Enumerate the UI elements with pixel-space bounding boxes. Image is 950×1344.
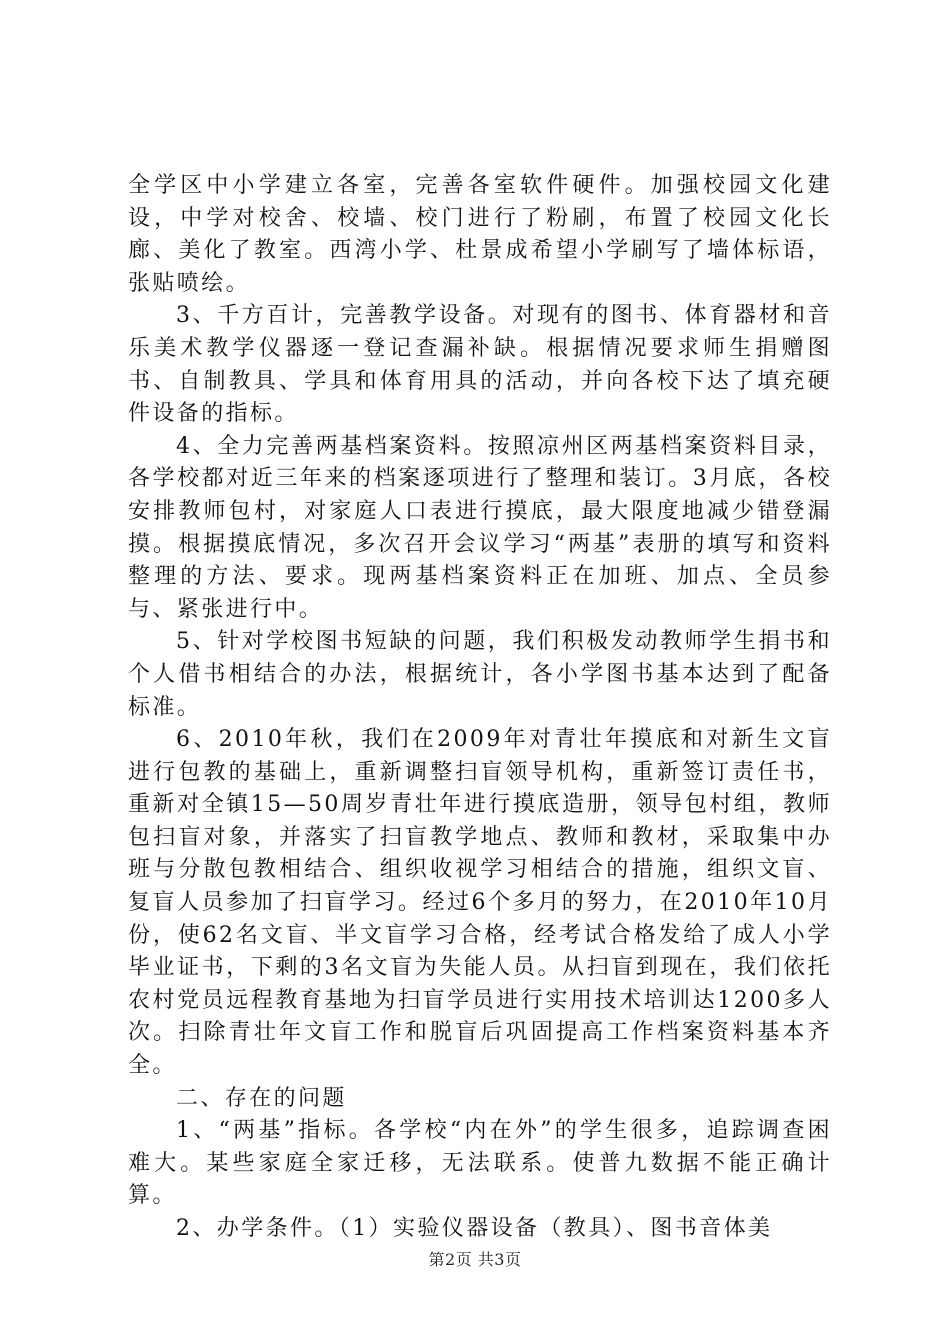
paragraph-3: 4、全力完善两基档案资料。按照凉州区两基档案资料目录，各学校都对近三年来的档案逐项进行了整理和装订。3月底，各校安排教师包村，对家庭人口表进行摸底，最大限度地减少错登漏摸。根据摸底情况，多次召开会议学习“两基”表册的填写和资料整理的方法、要求。现两基档案资料正在加班、加点、全员参与、紧张进行中。 <box>128 433 832 622</box>
document-body <box>128 170 832 1246</box>
paragraph-7: 2、办学条件。（1）实验仪器设备（教具）、图书音体美 <box>176 1216 773 1241</box>
paragraph-5: 6、2010年秋，我们在2009年对青壮年摸底和对新生文盲进行包教的基础上，重新调整扫盲领导机构，重新签订责任书，重新对全镇15—50周岁青壮年进行摸底造册，领导包村组，教师包扫盲对象，并落实了扫盲教学地点、教师和教材，采取集中办班与分散包教相结合、组织收视学习相结合的措施，组织文盲、复盲人员参加了扫盲学习。经过6个多月的努力，在2010年10月份，使62名文盲、半文盲学习合格，经考试合格发给了成人小学毕业证书，下剩的3名文盲为失能人员。从扫盲到现在，我们依托农村党员远程教育基地为扫盲学员进行实用技术培训达1200多人次。扫除青壮年文盲工作和脱盲后巩固提高工作档案资料基本齐全。 <box>128 727 832 1079</box>
section-heading: 二、存在的问题 <box>176 1085 347 1111</box>
paragraph-2: 3、千方百计，完善教学设备。对现有的图书、体育器材和音乐美术教学仪器逐一登记查漏补缺。根据情况要求师生捐赠图书、自制教具、学具和体育用具的活动，并向各校下达了填充硬件设备的指标。 <box>128 303 832 427</box>
paragraph-1: 全学区中小学建立各室，完善各室软件硬件。加强校园文化建设，中学对校舍、校墙、校门进行了粉刷，布置了校园文化长廊、美化了教室。西湾小学、杜景成希望小学刷写了墙体标语，张贴喷绘。 <box>128 173 832 296</box>
paragraph-6: 1、“两基”指标。各学校“内在外”的学生很多，追踪调查困难大。某些家庭全家迁移，无法联系。使普九数据不能正确计算。 <box>128 1118 832 1209</box>
paragraph-4: 5、针对学校图书短缺的问题，我们积极发动教师学生捐书和个人借书相结合的办法，根据统计，各小学图书基本达到了配备标准。 <box>128 629 832 720</box>
page-number-footer: 第2页 共3页 <box>428 1250 522 1269</box>
